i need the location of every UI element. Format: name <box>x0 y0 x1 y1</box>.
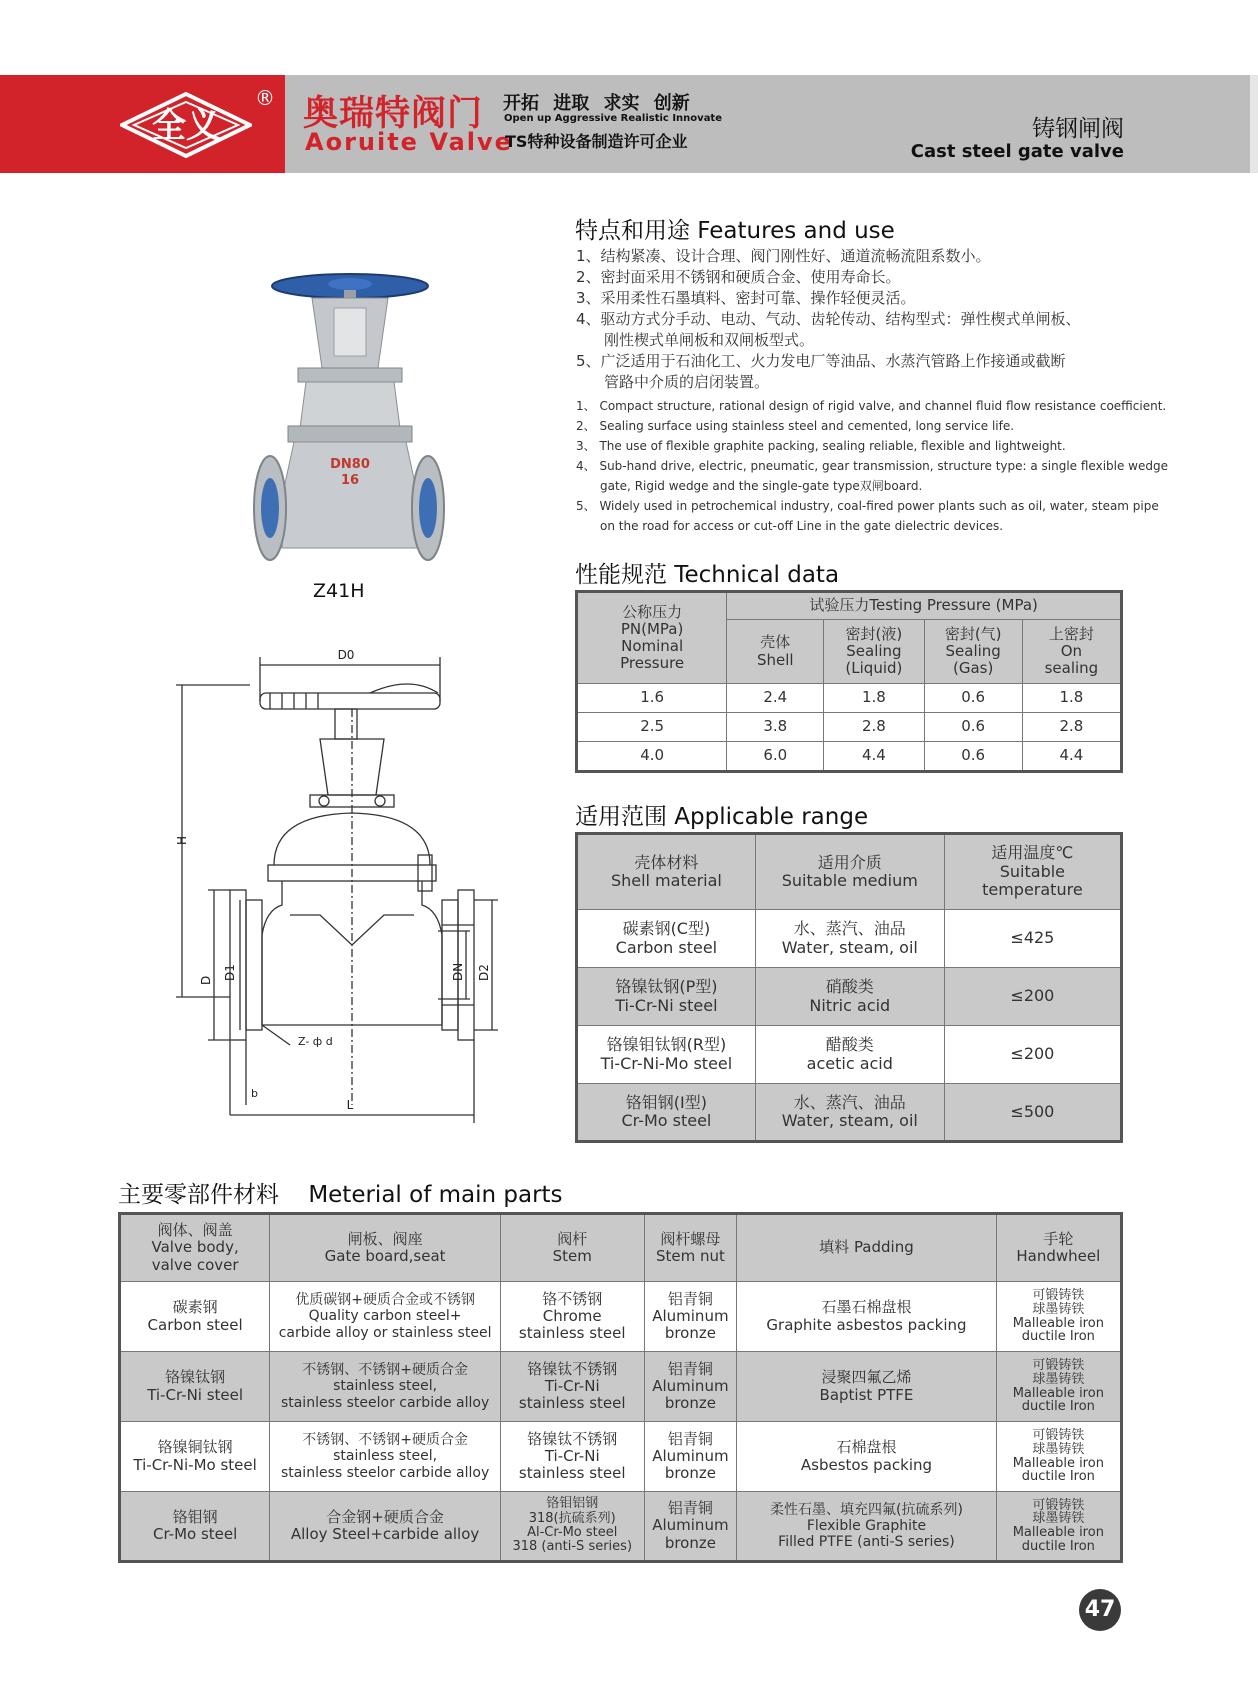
page-number: 47 <box>1079 1589 1121 1631</box>
tech-sub-liquid: 密封(液) Sealing (Liquid) <box>824 620 924 684</box>
tech-head-nominal: 公称压力 PN(MPa) Nominal Pressure <box>577 592 727 684</box>
feature-en-5: 5、 Widely used in petrochemical industry, coal-fired power plants such as oil, water, steam pipe <box>576 499 1159 513</box>
header-band-edge <box>1250 75 1258 173</box>
dim-h: H <box>175 835 189 845</box>
slogan-en: Open up Aggressive Realistic Innovate <box>504 113 722 124</box>
dim-zd: Z- ф d <box>298 1035 333 1048</box>
table-row: 1.6 2.4 1.8 0.6 1.8 <box>577 684 1122 713</box>
valve-technical-drawing <box>170 645 510 1130</box>
parts-title-cn: 主要零部件材料 <box>118 1182 279 1208</box>
table-row: 2.5 3.8 2.8 0.6 2.8 <box>577 713 1122 742</box>
parts-head-padding: 填料 Padding <box>737 1214 996 1282</box>
feature-cn-1: 1、结构紧凑、设计合理、阀门刚性好、通道流畅流阻系数小。 <box>576 247 991 265</box>
feature-en-3: 3、 The use of flexible graphite packing, sealing reliable, flexible and lightweight. <box>576 439 1066 453</box>
table-row: 铬钼钢 Cr-Mo steel 合金钢+硬质合金 Alloy Steel+carbide alloy 铬钼铝钢 318(抗硫系列) Al-Cr-Mo steel 318 (anti-S series) 铝青铜 Aluminum bronze 柔性石墨、填充四氟(抗硫系列) Flexible Graphite Filled PTFE (anti-S series) 可锻铸铁 球墨铸铁 Malleable iron ductile Iron <box>120 1492 1122 1562</box>
feature-cn-5b: 管路中介质的启闭装置。 <box>604 373 770 391</box>
parts-table <box>118 1212 1123 1563</box>
feature-en-5b: on the road for access or cut-off Line in the gate dielectric devices. <box>600 519 1004 533</box>
parts-head-handwheel: 手轮 Handwheel <box>996 1214 1121 1282</box>
model-label: Z41H <box>313 580 365 602</box>
table-row: 碳素钢(C型) Carbon steel 水、蒸汽、油品 Water, steam, oil ≤425 <box>577 910 1122 968</box>
features-en-list <box>576 396 1168 536</box>
page-title-en: Cast steel gate valve <box>910 141 1124 162</box>
parts-head-stem: 阀杆 Stem <box>500 1214 644 1282</box>
dim-d1: D1 <box>223 964 237 981</box>
feature-en-2: 2、 Sealing surface using stainless steel and cemented, long service life. <box>576 419 1015 433</box>
range-table <box>575 832 1123 1143</box>
tech-title: 性能规范 Technical data <box>575 562 840 588</box>
dim-b: b <box>251 1087 258 1100</box>
range-title: 适用范围 Applicable range <box>575 804 869 830</box>
table-row: 4.0 6.0 4.4 0.6 4.4 <box>577 742 1122 772</box>
page-title-cn: 铸钢闸阀 <box>1032 116 1124 142</box>
features-title: 特点和用途 Features and use <box>575 218 895 244</box>
table-row: 碳素钢 Carbon steel 优质碳钢+硬质合金或不锈钢 Quality carbon steel+ carbide alloy or stainless steel 铬不锈钢 Chrome stainless steel 铝青铜 Aluminum bronze 石墨石棉盘根 Graphite asbestos packing 可锻铸铁 球墨铸铁 Malleable iron ductile Iron <box>120 1282 1122 1352</box>
dim-dn: DN <box>451 962 465 981</box>
brand-name-cn: 奥瑞特阀门 <box>303 94 484 134</box>
valve-pressure-mark: 16 <box>340 473 360 488</box>
parts-title-en: Meterial of main parts <box>308 1182 563 1208</box>
valve-photo <box>250 268 450 578</box>
table-row: 铬钼钢(I型) Cr-Mo steel 水、蒸汽、油品 Water, steam, oil ≤500 <box>577 1084 1122 1142</box>
range-head-material: 壳体材料 Shell material <box>577 834 756 910</box>
tech-sub-shell: 壳体 Shell <box>727 620 824 684</box>
table-row: 铬镍钼钛钢(R型) Ti-Cr-Ni-Mo steel 醋酸类 acetic acid ≤200 <box>577 1026 1122 1084</box>
table-row: 铬镍钛钢(P型) Ti-Cr-Ni steel 硝酸类 Nitric acid ≤200 <box>577 968 1122 1026</box>
parts-head-gate: 闸板、阀座 Gate board,seat <box>270 1214 501 1282</box>
tech-sub-upper: 上密封 On sealing <box>1022 620 1121 684</box>
parts-title <box>118 1176 563 1209</box>
feature-cn-4: 4、驱动方式分手动、电动、气动、齿轮传动、结构型式：弹性楔式单闸板、 <box>576 310 1081 328</box>
feature-en-1: 1、 Compact structure, rational design of rigid valve, and channel fluid flow resistance coefficient. <box>576 399 1167 413</box>
tech-sub-gas: 密封(气) Sealing (Gas) <box>924 620 1022 684</box>
feature-cn-4b: 刚性楔式单闸板和双闸板型式。 <box>604 331 815 349</box>
table-row: 铬镍钛钢 Ti-Cr-Ni steel 不锈钢、不锈钢+硬质合金 stainless steel, stainless steelor carbide alloy 铬镍钛不锈钢 Ti-Cr-Ni stainless steel 铝青铜 Aluminum bronze 浸聚四氟乙烯 Baptist PTFE 可锻铸铁 球墨铸铁 Malleable iron ductile Iron <box>120 1352 1122 1422</box>
dim-d: D <box>199 975 213 985</box>
range-head-medium: 适用介质 Suitable medium <box>755 834 944 910</box>
feature-cn-5: 5、广泛适用于石油化工、火力发电厂等油品、水蒸汽管路上作接通或截断 <box>576 352 1066 370</box>
tech-head-test: 试验压力Testing Pressure (MPa) <box>727 592 1122 620</box>
tech-table <box>575 590 1123 773</box>
range-head-temp: 适用温度℃ Suitable temperature <box>944 834 1121 910</box>
dim-l: L <box>346 1098 354 1112</box>
feature-en-4b: gate, Rigid wedge and the single-gate type双闸board. <box>600 479 923 493</box>
features-cn-list <box>576 246 1081 393</box>
feature-en-4: 4、 Sub-hand drive, electric, pneumatic, gear transmission, structure type: a single flexible wedge <box>576 459 1168 473</box>
license-text: TS特种设备制造许可企业 <box>505 132 688 151</box>
table-row: 铬镍铜钛钢 Ti-Cr-Ni-Mo steel 不锈钢、不锈钢+硬质合金 stainless steel, stainless steelor carbide alloy 铬镍钛不锈钢 Ti-Cr-Ni stainless steel 铝青铜 Aluminum bronze 石棉盘根 Asbestos packing 可锻铸铁 球墨铸铁 Malleable iron ductile Iron <box>120 1422 1122 1492</box>
parts-head-stemnut: 阀杆螺母 Stem nut <box>644 1214 737 1282</box>
valve-size-mark: DN80 <box>330 457 370 472</box>
slogan-cn: 开拓 进取 求实 创新 <box>503 93 690 114</box>
logo-diamond-icon <box>120 92 252 158</box>
dim-d2: D2 <box>477 964 491 981</box>
parts-head-body: 阀体、阀盖 Valve body, valve cover <box>120 1214 270 1282</box>
feature-cn-2: 2、密封面采用不锈钢和硬质合金、使用寿命长。 <box>576 268 901 286</box>
dim-d0: D0 <box>337 648 355 662</box>
brand-name-en: Aoruite Valve <box>305 128 513 156</box>
logo-text: 全义 <box>152 106 220 146</box>
feature-cn-3: 3、采用柔性石墨填料、密封可靠、操作轻便灵活。 <box>576 289 916 307</box>
logo-registered-mark: ® <box>255 86 275 110</box>
